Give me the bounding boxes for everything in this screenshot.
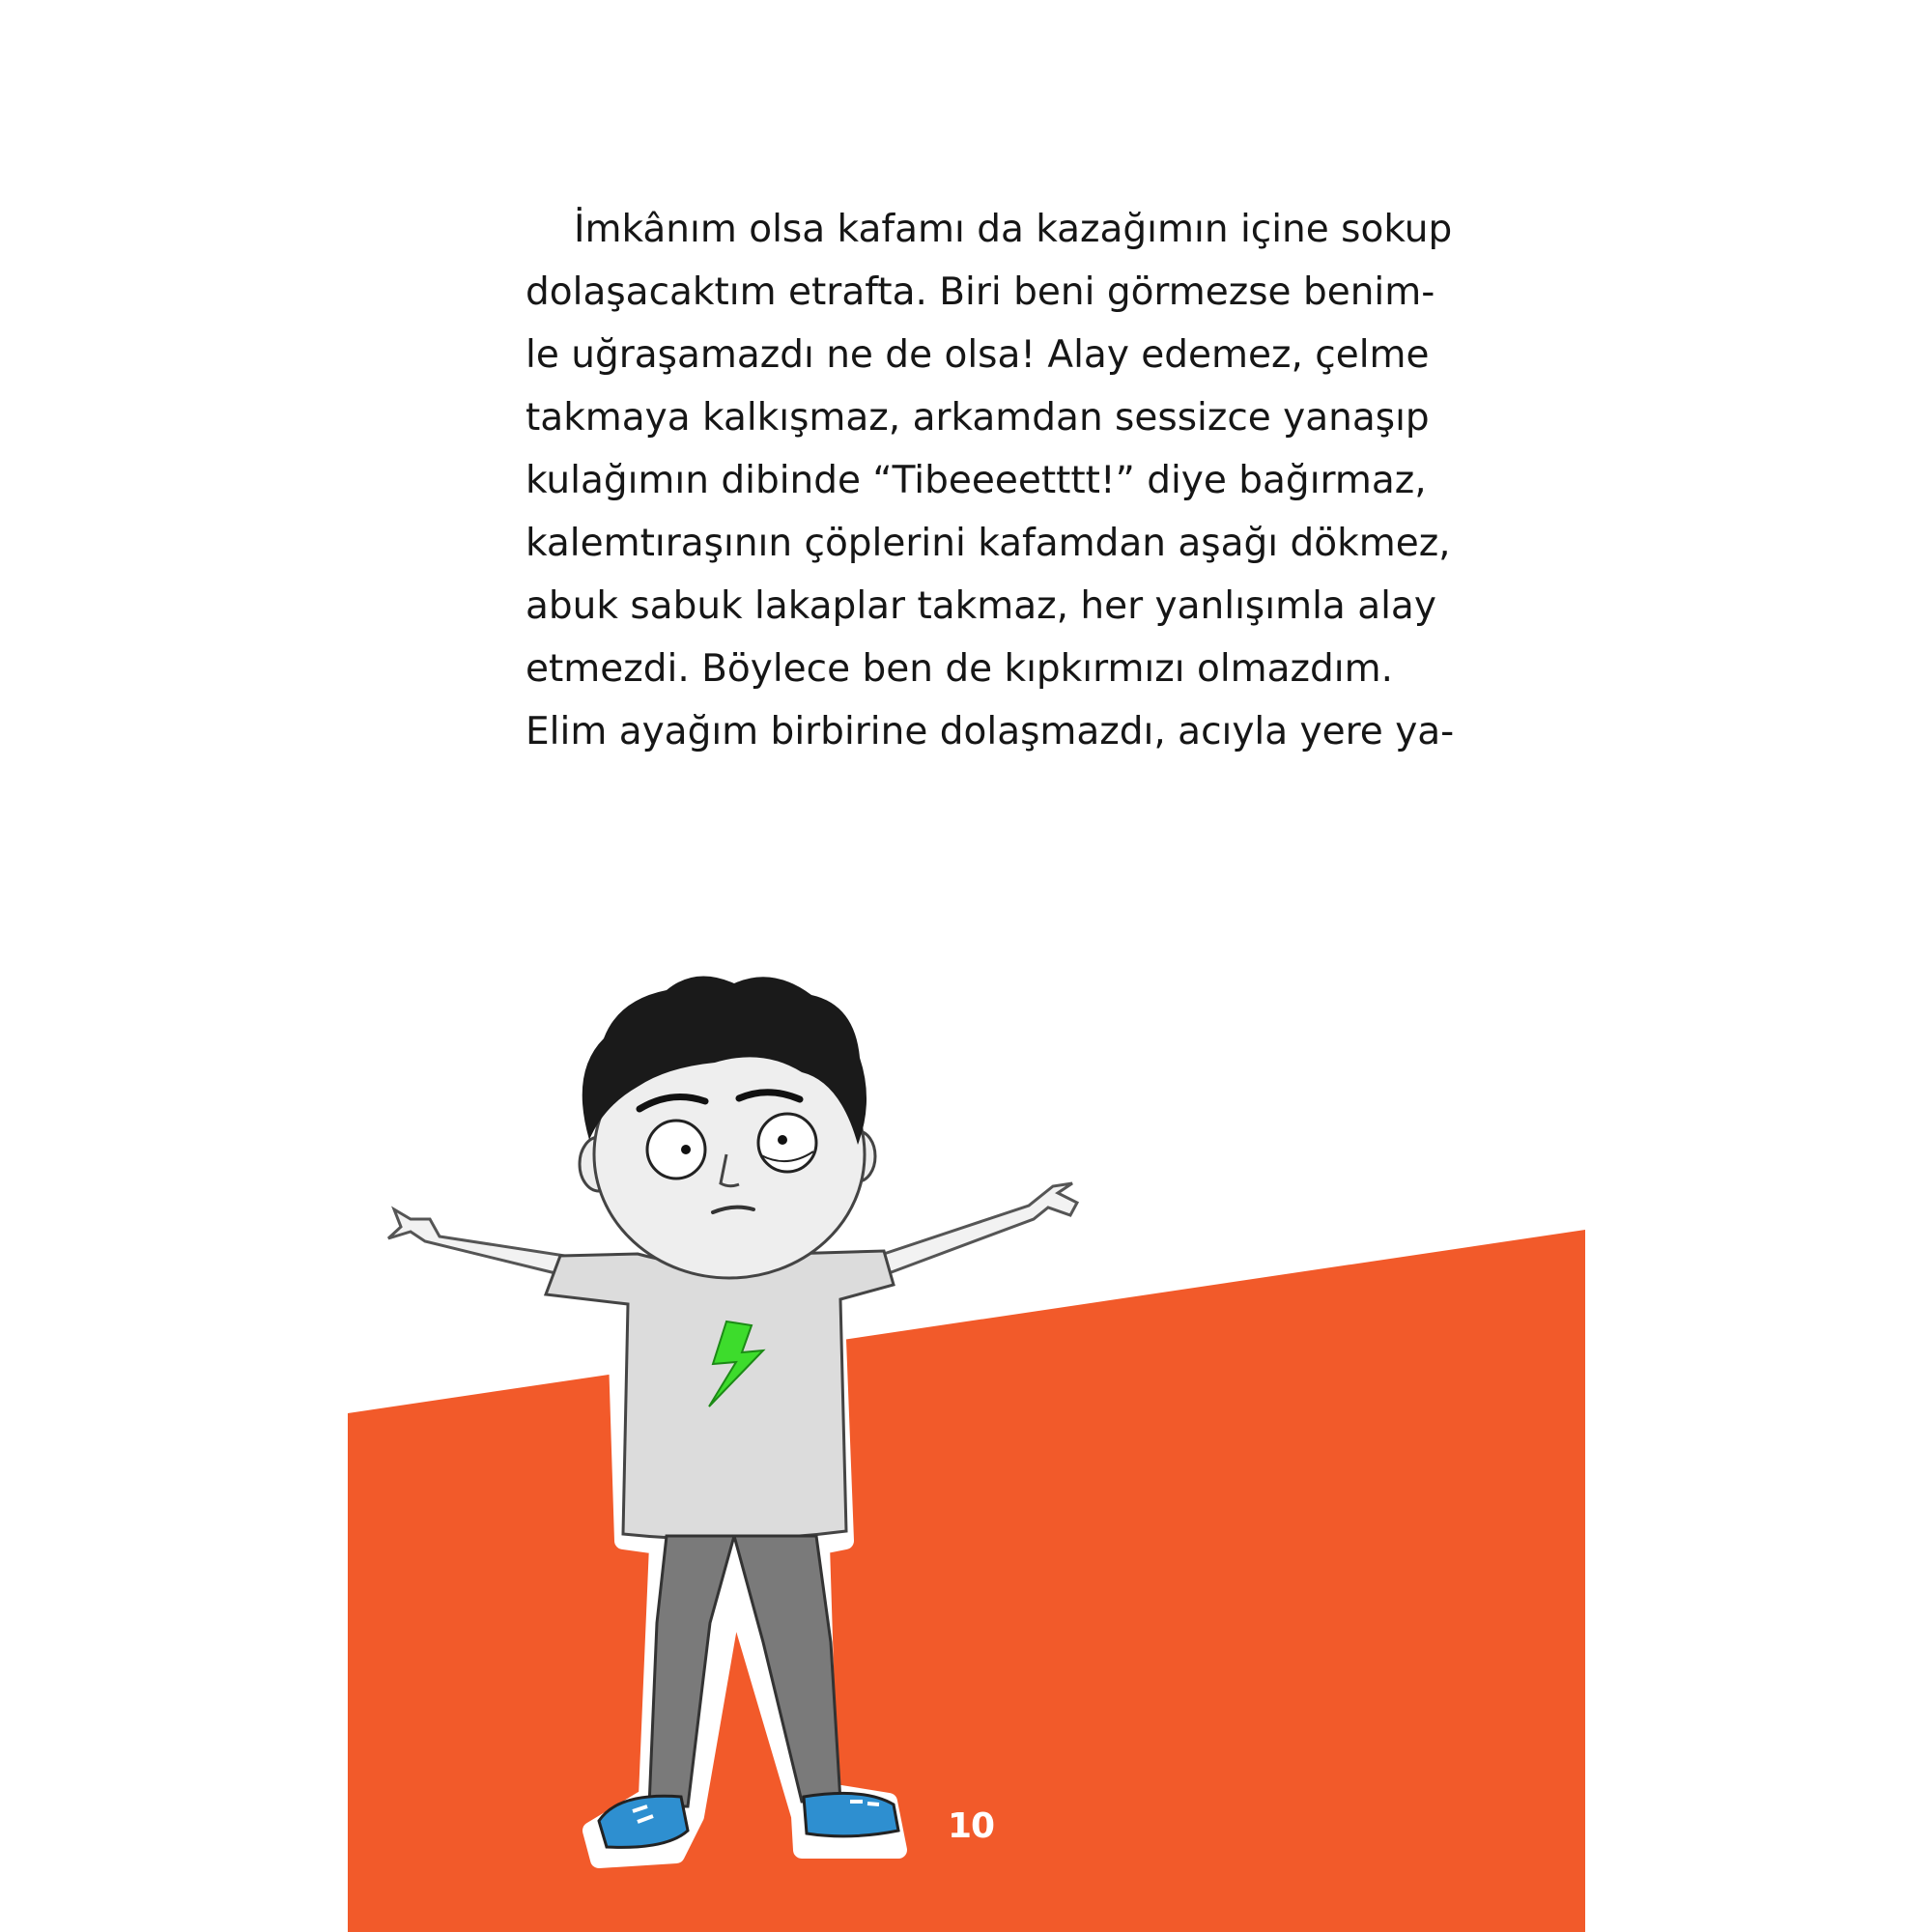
paragraph-line: dolaşacaktım etrafta. Biri beni görmezse benim- <box>526 270 1435 314</box>
paragraph-line: le uğraşamazdı ne de olsa! Alay edemez, çelme <box>526 333 1430 377</box>
paragraph-line: kulağımın dibinde “Tibeeeetttt!” diye bağırmaz, <box>526 459 1427 502</box>
paragraph-line: abuk sabuk lakaplar takmaz, her yanlışımla alay <box>526 584 1436 628</box>
paragraph-line: İmkânım olsa kafamı da kazağımın içine sokup <box>574 208 1453 251</box>
paragraph-line: etmezdi. Böylece ben de kıpkırmızı olmazdım. <box>526 647 1394 691</box>
paragraph-line: kalemtıraşının çöplerini kafamdan aşağı dökmez, <box>526 522 1451 565</box>
paragraph-line: takmaya kalkışmaz, arkamdan sessizce yanaşıp <box>526 396 1430 440</box>
page-number: 10 <box>947 1806 995 1846</box>
paragraph-line: Elim ayağım birbirine dolaşmazdı, acıyla yere ya- <box>526 710 1455 753</box>
